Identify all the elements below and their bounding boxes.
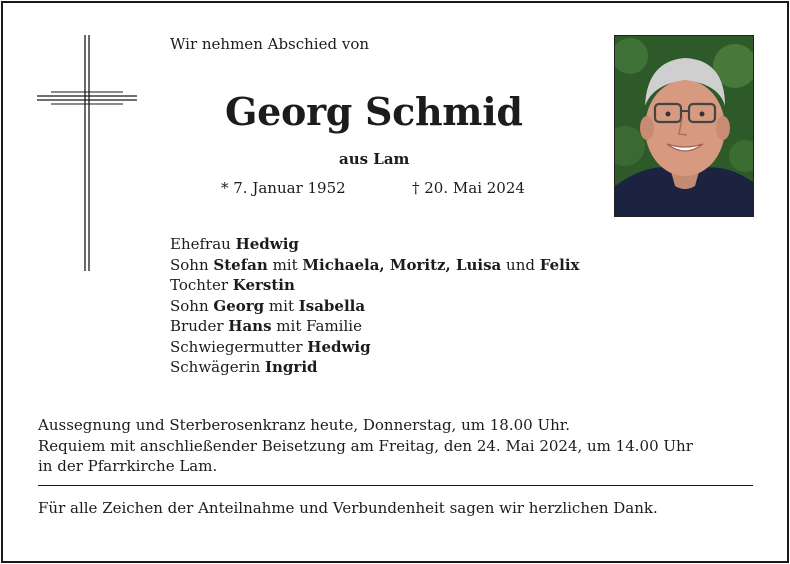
birth-date: * 7. Januar 1952	[221, 179, 346, 197]
mourner-relation: mit Familie	[271, 317, 362, 335]
mourner-name: Felix	[539, 255, 580, 274]
mourner-relation: Sohn	[170, 255, 214, 274]
mourner-relation: Schwägerin	[170, 358, 265, 376]
service-line: in der Pfarrkirche Lam.	[38, 457, 218, 475]
thanks-text: Für alle Zeichen der Anteilnahme und Verbundenheit sagen wir herzlichen Dank.	[38, 499, 658, 517]
deceased-name: Georg Schmid	[225, 89, 523, 134]
mourner-relation: und	[501, 255, 540, 274]
mourner-name: Hedwig	[235, 235, 299, 253]
death-date: † 20. Mai 2024	[412, 179, 525, 197]
mourners-list	[170, 234, 579, 378]
mourner-relation: Ehefrau	[170, 235, 236, 253]
mourner-row	[170, 275, 579, 296]
mourner-name: Isabella	[298, 296, 366, 315]
mourner-row	[170, 337, 579, 358]
mourner-row	[170, 255, 579, 276]
mourner-name: Georg	[213, 296, 265, 315]
mourner-row	[170, 316, 579, 337]
mourner-relation: Schwiegermutter	[170, 337, 308, 356]
mourner-relation: Tochter	[170, 276, 233, 294]
mourner-name: Kerstin	[232, 276, 295, 294]
service-details	[38, 415, 693, 477]
mourner-name: Michaela, Moritz, Luisa	[302, 255, 502, 274]
divider	[38, 485, 753, 486]
farewell-intro: Wir nehmen Abschied von	[170, 35, 370, 53]
cross-icon	[37, 35, 137, 275]
mourner-relation: Sohn	[170, 296, 214, 315]
mourner-relation: Bruder	[170, 317, 229, 335]
mourner-name: Hans	[228, 317, 272, 335]
portrait-photo	[614, 35, 754, 217]
mourner-name: Ingrid	[265, 358, 318, 376]
mourner-name: Hedwig	[307, 337, 371, 356]
service-line: Requiem mit anschließender Beisetzung am Freitag, den 24. Mai 2024, um 14.00 Uhr	[38, 436, 693, 455]
mourner-row	[170, 234, 579, 255]
service-line: Aussegnung und Sterberosenkranz heute, Donnerstag, um 18.00 Uhr.	[38, 416, 571, 434]
obituary-notice	[1, 1, 789, 563]
mourner-relation: mit	[264, 296, 299, 315]
mourner-row	[170, 296, 579, 317]
mourner-relation: mit	[267, 255, 303, 274]
hometown: aus Lam	[339, 150, 410, 168]
mourner-name: Stefan	[213, 255, 268, 274]
mourner-row	[170, 357, 579, 378]
